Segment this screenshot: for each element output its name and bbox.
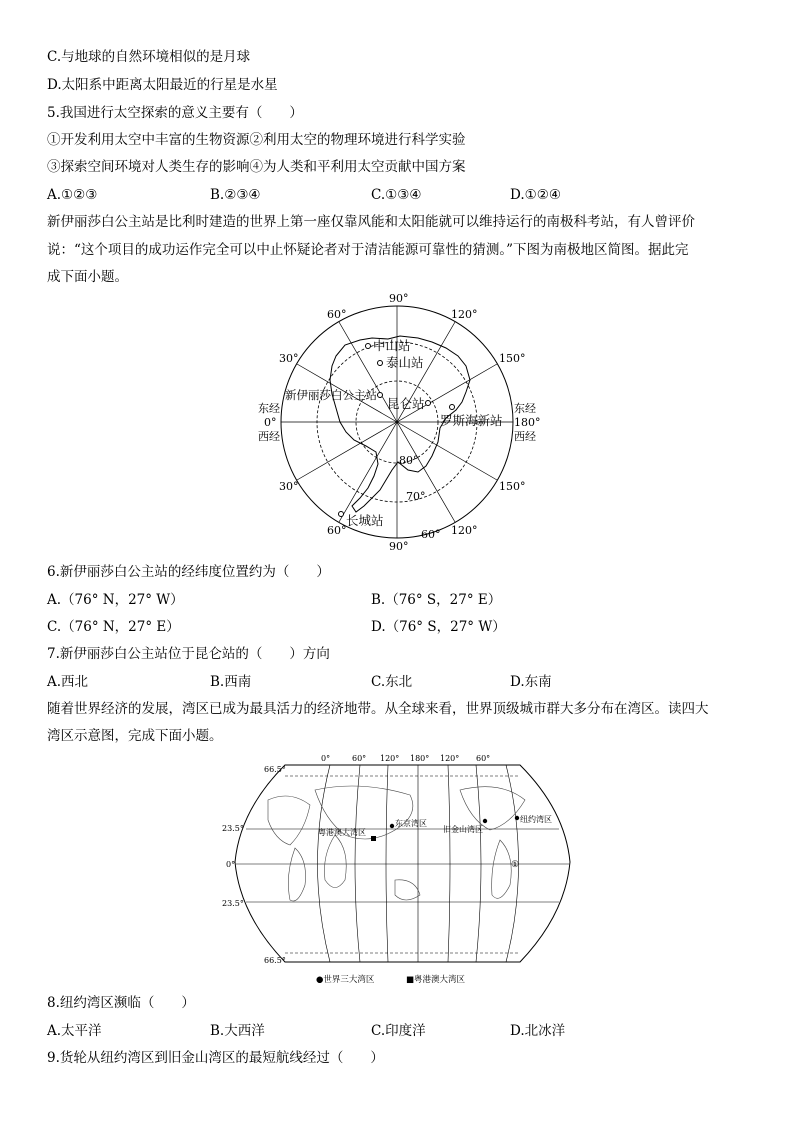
lon-label-60-bottomleft: 60° — [327, 524, 347, 537]
q8-option-c: C.印度洋 — [371, 1023, 426, 1039]
lat-label-0: 0° — [226, 860, 236, 869]
top-label-0: 0° — [321, 754, 331, 763]
q4-option-c: C.与地球的自然环境相似的是月球 — [47, 49, 251, 65]
q6-option-c: C.（76° N，27° E） — [47, 619, 180, 635]
lat-label-23-5s: 23.5° — [222, 899, 244, 908]
top-label-180: 180° — [410, 754, 430, 763]
sf-bay-label: 旧金山湾区 — [443, 825, 483, 834]
intro1-line-1: 新伊丽莎白公主站是比利时建造的世界上第一座仅靠风能和太阳能就可以维持运行的南极科考站，有人曾评价 — [47, 214, 695, 230]
left-west-label: 西经 — [258, 430, 280, 443]
legend-world-bays: ●世界三大湾区 — [316, 975, 375, 985]
continent-outlines — [268, 786, 525, 901]
left-east-label: 东经 — [258, 402, 280, 415]
q5-item-2: ③探索空间环境对人类生存的影响④为人类和平利用太空贡献中国方案 — [47, 159, 466, 175]
q7-option-d: D.东南 — [510, 674, 552, 690]
map-outline — [235, 765, 570, 962]
top-label-60b: 60° — [476, 754, 491, 763]
q5-option-c: C.①③④ — [371, 187, 422, 203]
taishan-station-label: 泰山站 — [386, 355, 424, 370]
world-bays-map-figure — [220, 748, 580, 988]
q6-option-d: D.（76° S，27° W） — [371, 619, 506, 635]
ny-bay-label: 纽约湾区 — [520, 815, 552, 824]
zhongshan-station-label: 中山站 — [373, 338, 411, 353]
q5-option-d: D.①②④ — [510, 187, 561, 203]
great-wall-station-label: 长城站 — [346, 513, 384, 528]
right-180-label: 180° — [514, 416, 541, 429]
intro2-line-2: 湾区示意图，完成下面小题。 — [47, 728, 223, 744]
lat-label-70: 70° — [406, 490, 426, 503]
meridian-lines — [318, 765, 519, 962]
lon-label-30-bottomleft: 30° — [279, 480, 299, 493]
lat-label-23-5n: 23.5° — [222, 824, 244, 833]
lat-label-66-5s: 66.5° — [264, 956, 286, 965]
top-label-60a: 60° — [352, 754, 367, 763]
lon-label-60-topleft: 60° — [327, 308, 347, 321]
q8-stem: 8.纽约湾区濒临（ ） — [47, 995, 195, 1011]
q7-option-c: C.东北 — [371, 674, 413, 690]
tokyo-bay-marker — [390, 824, 394, 828]
lon-label-120-topright: 120° — [451, 308, 478, 321]
top-label-120b: 120° — [440, 754, 460, 763]
q6-option-b: B.（76° S，27° E） — [371, 592, 502, 608]
lon-label-30-left: 30° — [279, 352, 299, 365]
q5-stem: 5.我国进行太空探索的意义主要有（ ） — [47, 105, 303, 121]
right-east-label: 东经 — [514, 402, 536, 415]
q9-stem: 9.货轮从纽约湾区到旧金山湾区的最短航线经过（ ） — [47, 1050, 384, 1066]
lon-label-90-top: 90° — [389, 292, 409, 305]
lon-label-90-bottom: 90° — [389, 540, 409, 553]
kunlun-station-marker — [426, 401, 431, 406]
zhongshan-station-marker — [366, 344, 371, 349]
princess-elisabeth-station-marker — [378, 393, 383, 398]
top-label-120a: 120° — [380, 754, 400, 763]
gba-label: 粤港澳大湾区 — [318, 828, 366, 837]
q8-option-a: A.太平洋 — [47, 1023, 102, 1039]
marker-circled-1: ① — [511, 860, 520, 870]
q4-option-d: D.太阳系中距离太阳最近的行星是水星 — [47, 77, 278, 93]
sf-bay-marker — [483, 819, 487, 823]
left-zero-label: 0° — [264, 416, 277, 429]
gba-marker — [371, 836, 376, 841]
lon-label-150-right: 150° — [499, 352, 526, 365]
q7-option-b: B.西南 — [210, 674, 252, 690]
right-west-label: 西经 — [514, 430, 536, 443]
ross-sea-station-label: 罗斯海新站 — [440, 413, 503, 428]
ross-sea-station-marker — [450, 405, 455, 410]
tokyo-bay-label: 东京湾区 — [395, 819, 427, 828]
princess-elisabeth-station-label: 新伊丽莎白公主站 — [285, 388, 377, 402]
lat-label-66-5n: 66.5° — [264, 765, 286, 774]
q5-item-1: ①开发利用太空中丰富的生物资源②利用太空的物理环境进行科学实验 — [47, 132, 466, 148]
lon-label-60-bottomright: 60° — [421, 528, 441, 541]
ny-bay-marker — [515, 816, 519, 820]
lon-label-120-bottomright: 120° — [451, 524, 478, 537]
q6-option-a: A.（76° N，27° W） — [47, 592, 184, 608]
q7-option-a: A.西北 — [47, 674, 89, 690]
q5-option-b: B.②③④ — [210, 187, 261, 203]
taishan-station-marker — [378, 361, 383, 366]
legend-gba: ■粤港澳大湾区 — [406, 975, 466, 985]
intro2-line-1: 随着世界经济的发展，湾区已成为最具活力的经济地带。从全球来看，世界顶级城市群大多分布在湾区。读四大 — [47, 701, 709, 717]
lon-label-150-bottomright: 150° — [499, 480, 526, 493]
q5-option-a: A.①②③ — [47, 187, 98, 203]
lat-label-80: 80° — [399, 454, 419, 467]
q8-option-d: D.北冰洋 — [510, 1023, 566, 1039]
great-wall-station-marker — [339, 512, 344, 517]
q7-stem: 7.新伊丽莎白公主站位于昆仑站的（ ）方向 — [47, 646, 330, 662]
intro1-line-3: 成下面小题。 — [47, 269, 128, 285]
kunlun-station-label: 昆仑站 — [387, 396, 425, 411]
antarctica-map-figure — [250, 290, 550, 555]
q6-stem: 6.新伊丽莎白公主站的经纬度位置约为（ ） — [47, 564, 330, 580]
intro1-line-2: 说：“这个项目的成功运作完全可以中止怀疑论者对于清洁能源可靠性的猜测。”下图为南极地区简图。据此完 — [47, 242, 689, 258]
q8-option-b: B.大西洋 — [210, 1023, 265, 1039]
